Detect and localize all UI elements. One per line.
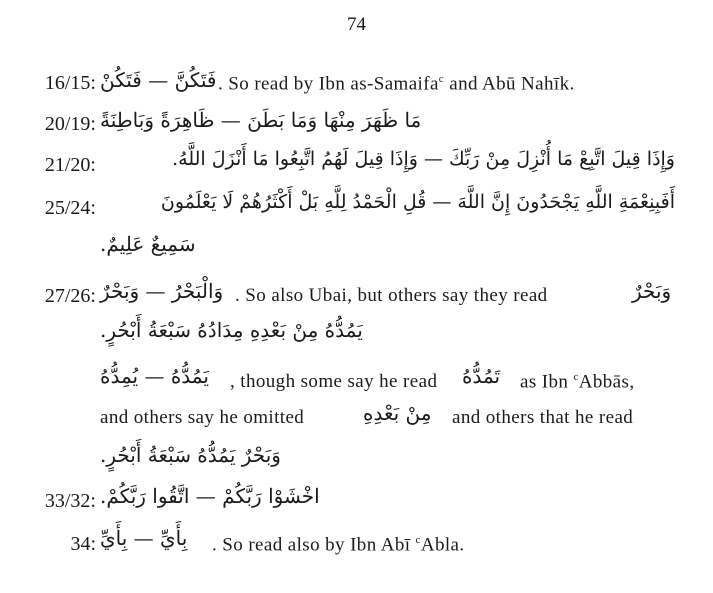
arabic-variant: تَمُدُّهُ bbox=[462, 364, 501, 388]
arabic-line: وَبَحْرٌ يَمُدُّهُ سَبْعَةُ أَبْحُرٍ. bbox=[100, 443, 281, 467]
note-text: , though some say he read bbox=[230, 371, 438, 392]
verse-ref: 33/32: bbox=[44, 490, 96, 512]
arabic-variant: وَالْبَحْرُ — وَبَحْرٌ bbox=[100, 279, 224, 303]
note-text: and others say he omitted bbox=[100, 407, 305, 428]
note-text: . So also Ubai, but others say they read bbox=[235, 285, 548, 306]
arabic-variant: يَمُدُّهُ — يُمِدُّهُ bbox=[100, 364, 209, 388]
arabic-variant: مِنْ بَعْدِهِ bbox=[363, 401, 432, 425]
page-number: 74 bbox=[347, 14, 366, 35]
note-text: and others that he read bbox=[452, 407, 634, 428]
verse-ref: 21/20: bbox=[44, 154, 96, 176]
arabic-variant: مَا ظَهَرَ مِنْهَا وَمَا بَطَنَ — ظَاهِرَةً وَبَاطِنَةً bbox=[100, 108, 422, 132]
verse-ref: 34: bbox=[70, 533, 96, 555]
verse-ref: 27/26: bbox=[44, 285, 96, 307]
arabic-variant: بِأَيِّ — بِأَيِّ bbox=[100, 526, 188, 550]
note-text: . So read by Ibn as-Samaifa$^c$ and Abū Nahīk. bbox=[218, 73, 575, 95]
note-text: as Ibn $^c$Abbās, bbox=[520, 371, 635, 393]
arabic-variant: اخْشَوْا رَبَّكُمْ — اتَّقُوا رَبَّكُمْ. bbox=[100, 484, 320, 508]
arabic-line: يَمُدُّهُ مِنْ بَعْدِهِ مِدَادُهُ سَبْعَةُ أَبْحُرٍ. bbox=[100, 318, 363, 342]
arabic-continuation: سَمِيعٌ عَلِيمٌ. bbox=[100, 232, 196, 256]
verse-ref: 25/24: bbox=[44, 197, 96, 219]
note-text: . So read also by Ibn Abī $^c$Abla. bbox=[212, 534, 465, 556]
arabic-variant: وَإِذَا قِيلَ اتَّبِعْ مَا أُنْزِلَ مِنْ رَبِّكَ — وَإِذَا قِيلَ لَهُمُ اتَّبِعُوا مَا أَنْزَلَ اللَّهُ. bbox=[172, 148, 675, 170]
verse-ref: 20/19: bbox=[44, 113, 96, 135]
arabic-variant: فَتَكُنَّ — فَتَكُنْ bbox=[100, 68, 217, 92]
arabic-variant: وَبَحْرٌ bbox=[632, 279, 672, 303]
verse-ref: 16/15: bbox=[44, 72, 96, 94]
arabic-variant: أَفَبِنِعْمَةِ اللَّهِ يَجْحَدُونَ إِنَّ اللَّهَ — قُلِ الْحَمْدُ لِلَّهِ بَلْ أَكْثَرُهُمْ لَا يَعْلَمُونَ bbox=[160, 191, 675, 213]
